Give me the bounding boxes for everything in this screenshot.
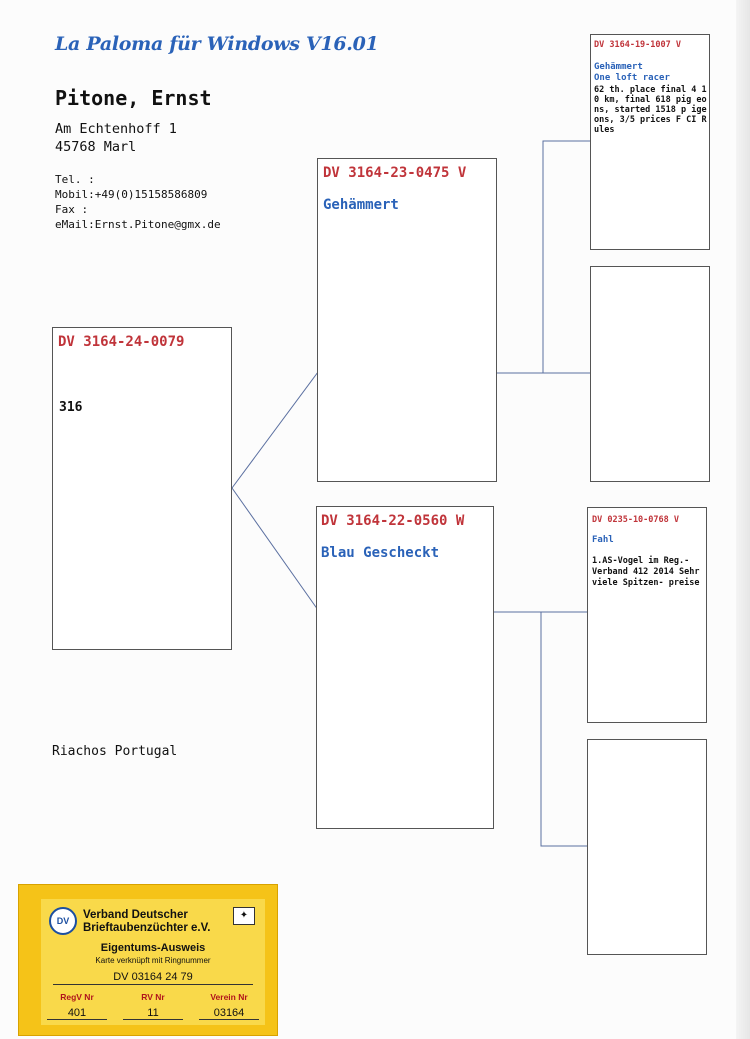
ff-color-line1: Gehämmert: [594, 62, 643, 72]
card-value-rv: 11: [123, 1007, 183, 1020]
owner-name: Pitone, Ernst: [55, 86, 212, 110]
father-ring: DV 3164-23-0475 V: [323, 165, 467, 181]
card-org-line1: Verband Deutscher: [83, 909, 188, 921]
owner-mobile: Mobil:+49(0)15158586809: [55, 188, 208, 201]
ownership-card-inner: [41, 899, 265, 1025]
connector-father: [232, 372, 318, 488]
card-ring-number: DV 03164 24 79: [53, 971, 253, 985]
card-value-verein: 03164: [199, 1007, 259, 1020]
father-box: [317, 158, 497, 482]
card-label-rv: RV Nr: [141, 992, 165, 1002]
mf-ring: DV 0235-10-0768 V: [592, 515, 679, 525]
connector-ff: [497, 141, 591, 373]
owner-street: Am Echtenhoff 1: [55, 121, 177, 137]
owner-city: 45768 Marl: [55, 139, 137, 155]
owner-email: eMail:Ernst.Pitone@gmx.de: [55, 218, 221, 231]
pigeon-emblem-icon: ✦: [233, 907, 255, 925]
ff-note: 62 th. place final 4 10 km, final 618 pig eons, started 1518 p igeons, 3/5 prices F CI Rules: [594, 85, 707, 135]
card-organization: [83, 909, 210, 935]
vdb-logo-icon: DV: [49, 907, 77, 935]
father-color: Gehämmert: [323, 197, 399, 213]
card-title: Eigentums-Ausweis: [100, 942, 206, 954]
pigeon-info: 316: [59, 400, 83, 415]
fm-box: [590, 266, 710, 482]
ff-color: [594, 62, 670, 84]
ff-ring: DV 3164-19-1007 V: [594, 40, 681, 50]
ff-color-line2: One loft racer: [594, 73, 670, 83]
connector-mm: [541, 612, 588, 846]
mother-box: [316, 506, 494, 829]
ownership-card: [18, 884, 278, 1036]
mother-ring: DV 3164-22-0560 W: [321, 513, 465, 529]
pigeon-box: [52, 327, 232, 650]
card-org-line2: Brieftaubenzüchter e.V.: [83, 922, 211, 934]
mf-box: [587, 507, 707, 723]
card-label-regv: RegV Nr: [60, 992, 94, 1002]
breeder-remark: Riachos Portugal: [52, 744, 178, 759]
mf-note: 1.AS-Vogel im Reg.- Verband 412 2014 Sehr viele Spitzen- preise: [592, 556, 700, 588]
connector-mother: [232, 488, 318, 610]
mm-box: [587, 739, 707, 955]
mf-color: Fahl: [592, 535, 614, 545]
ff-box: [590, 34, 710, 250]
mother-color: Blau Gescheckt: [321, 545, 440, 561]
card-subtitle: Karte verknüpft mit Ringnummer: [95, 956, 211, 965]
pigeon-ring: DV 3164-24-0079: [58, 334, 185, 350]
card-label-verein: Verein Nr: [210, 992, 248, 1002]
app-title: La Paloma für Windows V16.01: [55, 33, 379, 55]
card-value-regv: 401: [47, 1007, 107, 1020]
owner-fax: Fax :: [55, 203, 89, 216]
owner-tel: Tel. :: [55, 173, 95, 186]
